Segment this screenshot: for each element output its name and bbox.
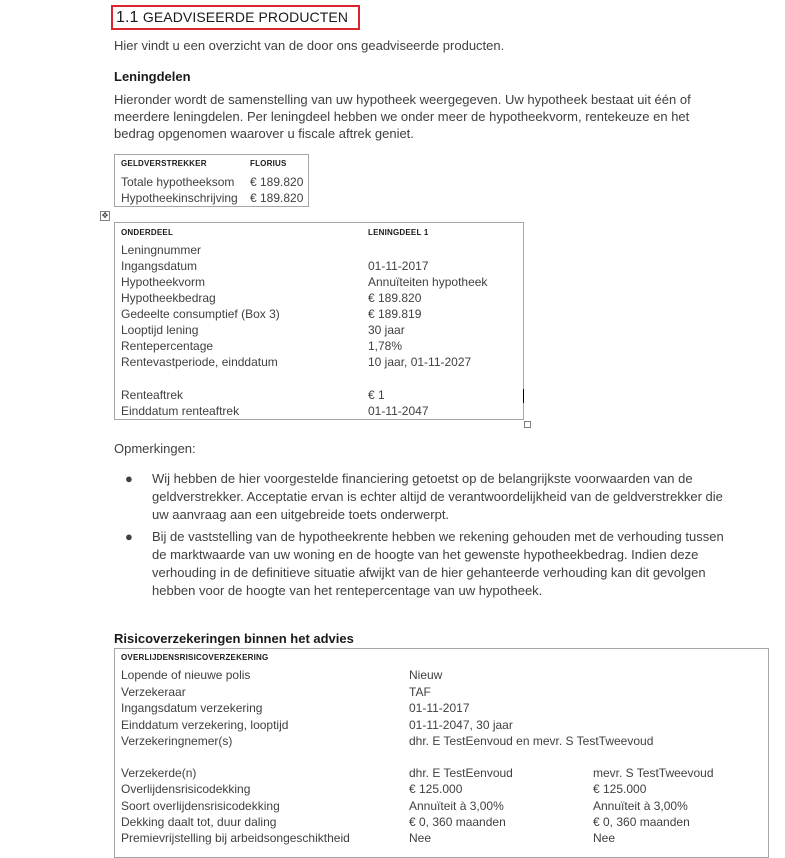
table-cell-value: 1,78% xyxy=(368,339,403,353)
table-cell-value: 01-11-2047 xyxy=(368,404,429,418)
paragraph-line: bedrag opgenomen waarover u fiscale aftrek geniet. xyxy=(114,126,414,141)
table-cell-value: € 189.820 xyxy=(250,191,304,205)
table-cell-label: Premievrijstelling bij arbeidsongeschiktheid xyxy=(121,831,350,846)
table-cell-value: 30 jaar xyxy=(368,323,405,337)
section-title-text: GEADVISEERDE PRODUCTEN xyxy=(142,9,349,25)
table-cell-value: € 1 xyxy=(368,388,385,402)
geldverstrekker-table xyxy=(114,154,309,207)
table-cell-value: dhr. E TestEenvoud xyxy=(409,766,513,780)
bullet-icon: ● xyxy=(125,529,133,544)
table-cell-label: Verzekeraar xyxy=(121,684,186,699)
list-item xyxy=(114,528,734,600)
table-move-handle-icon[interactable]: ✥ xyxy=(101,211,109,220)
table-cell-label: Hypotheekbedrag xyxy=(121,291,216,305)
table-cell-value: 01-11-2017 xyxy=(409,701,470,715)
opmerkingen-list xyxy=(114,470,734,604)
table-cell-value: 01-11-2047, 30 jaar xyxy=(409,717,513,732)
table-cell-value: Annuïteit à 3,00% xyxy=(409,798,504,813)
table-cell-value: € 189.820 xyxy=(368,291,422,305)
list-item-text: Wij hebben de hier voorgestelde financiering getoetst op de belangrijkste voorwaarden van de geldverstrekker. Acceptatie ervan is echter altijd de verantwoordelijkheid van de geldverstrekker die uw aanvraag aan een uitgebreide toets onderwerpt. xyxy=(152,471,723,522)
table-cell-label: Renteaftrek xyxy=(121,388,184,402)
table-cell-label: Verzekeringnemer(s) xyxy=(121,734,233,748)
table-cell-value: Nieuw xyxy=(409,668,443,682)
table-cell-value: € 125.000 xyxy=(593,782,647,797)
table-cell-label: Gedeelte consumptief (Box 3) xyxy=(121,307,280,321)
table-cell-value: dhr. E TestEenvoud en mevr. S TestTweevoud xyxy=(409,734,654,748)
table-header-label: ONDERDEEL xyxy=(121,228,174,237)
leningdelen-paragraph xyxy=(114,91,691,142)
table-cell-label: Leningnummer xyxy=(121,243,202,257)
overlijdensrisico-table xyxy=(114,648,769,858)
table-cell-label: Soort overlijdensrisicodekking xyxy=(121,798,280,813)
table-cell-label: Rentevastperiode, einddatum xyxy=(121,355,278,369)
table-resize-handle[interactable] xyxy=(524,421,531,428)
table-header-label: GELDVERSTREKKER xyxy=(121,159,207,168)
list-item xyxy=(114,470,734,524)
paragraph-line: meerdere leningdelen. Per leningdeel hebben we onder meer de hypotheekvorm, rentekeuze en het xyxy=(114,109,690,124)
table-cell-value: € 125.000 xyxy=(409,782,463,797)
table-cell-label: Hypotheekinschrijving xyxy=(121,191,238,205)
table-cell-label: Totale hypotheeksom xyxy=(121,175,235,189)
leningdelen-heading: Leningdelen xyxy=(114,69,191,84)
section-title xyxy=(111,5,360,30)
table-cell-value: € 189.819 xyxy=(368,307,422,321)
table-header-value: FLORIUS xyxy=(250,159,287,168)
section-intro: Hier vindt u een overzicht van de door ons geadviseerde producten. xyxy=(114,38,505,53)
table-cell-label: Lopende of nieuwe polis xyxy=(121,668,251,682)
leningdeel-table xyxy=(114,222,524,420)
table-cell-value: mevr. S TestTweevoud xyxy=(593,766,714,780)
paragraph-line: Hieronder wordt de samenstelling van uw hypotheek weergegeven. Uw hypotheek bestaat uit één of xyxy=(114,92,691,107)
table-cell-label: Verzekerde(n) xyxy=(121,766,197,780)
table-cell-label: Ingangsdatum xyxy=(121,259,198,273)
table-header-label: OVERLIJDENSRISICOVERZEKERING xyxy=(121,653,269,662)
table-cell-value: € 0, 360 maanden xyxy=(593,814,690,829)
table-cell-value: 01-11-2017 xyxy=(368,259,429,273)
table-cell-value: TAF xyxy=(409,684,431,699)
table-cell-value: Nee xyxy=(409,831,432,846)
table-cell-label: Ingangsdatum verzekering xyxy=(121,701,263,715)
list-item-text: Bij de vaststelling van de hypotheekrente hebben we rekening gehouden met de verhouding tussen de marktwaarde van uw woning en de hoogte van het gewenste hypotheekbedrag. Indien deze verhouding in de definitieve situatie afwijkt van de hier gehanteerde verhouding kan dit gevolgen hebben voor de hoogte van het rentepercentage van uw hypotheek. xyxy=(152,529,724,598)
table-cell-label: Dekking daalt tot, duur daling xyxy=(121,814,277,829)
section-number: 1.1 xyxy=(116,9,139,26)
table-cell-value: Nee xyxy=(593,831,616,846)
table-header-value: LENINGDEEL 1 xyxy=(368,228,429,237)
table-cell-value: € 189.820 xyxy=(250,175,304,189)
table-cell-value: 10 jaar, 01-11-2027 xyxy=(368,355,472,369)
table-cell-label: Hypotheekvorm xyxy=(121,275,206,289)
table-cell-label: Overlijdensrisicodekking xyxy=(121,782,251,797)
opmerkingen-label: Opmerkingen: xyxy=(114,441,196,456)
table-cell-value: € 0, 360 maanden xyxy=(409,814,506,829)
risico-heading: Risicoverzekeringen binnen het advies xyxy=(114,631,354,646)
table-cell-value: Annuïteiten hypotheek xyxy=(368,275,488,289)
text-cursor xyxy=(523,389,524,403)
table-cell-label: Rentepercentage xyxy=(121,339,214,353)
table-cell-value: Annuïteit à 3,00% xyxy=(593,798,688,813)
table-cell-label: Einddatum verzekering, looptijd xyxy=(121,717,289,732)
table-cell-label: Einddatum renteaftrek xyxy=(121,404,240,418)
table-cell-label: Looptijd lening xyxy=(121,323,199,337)
bullet-icon: ● xyxy=(125,471,133,486)
